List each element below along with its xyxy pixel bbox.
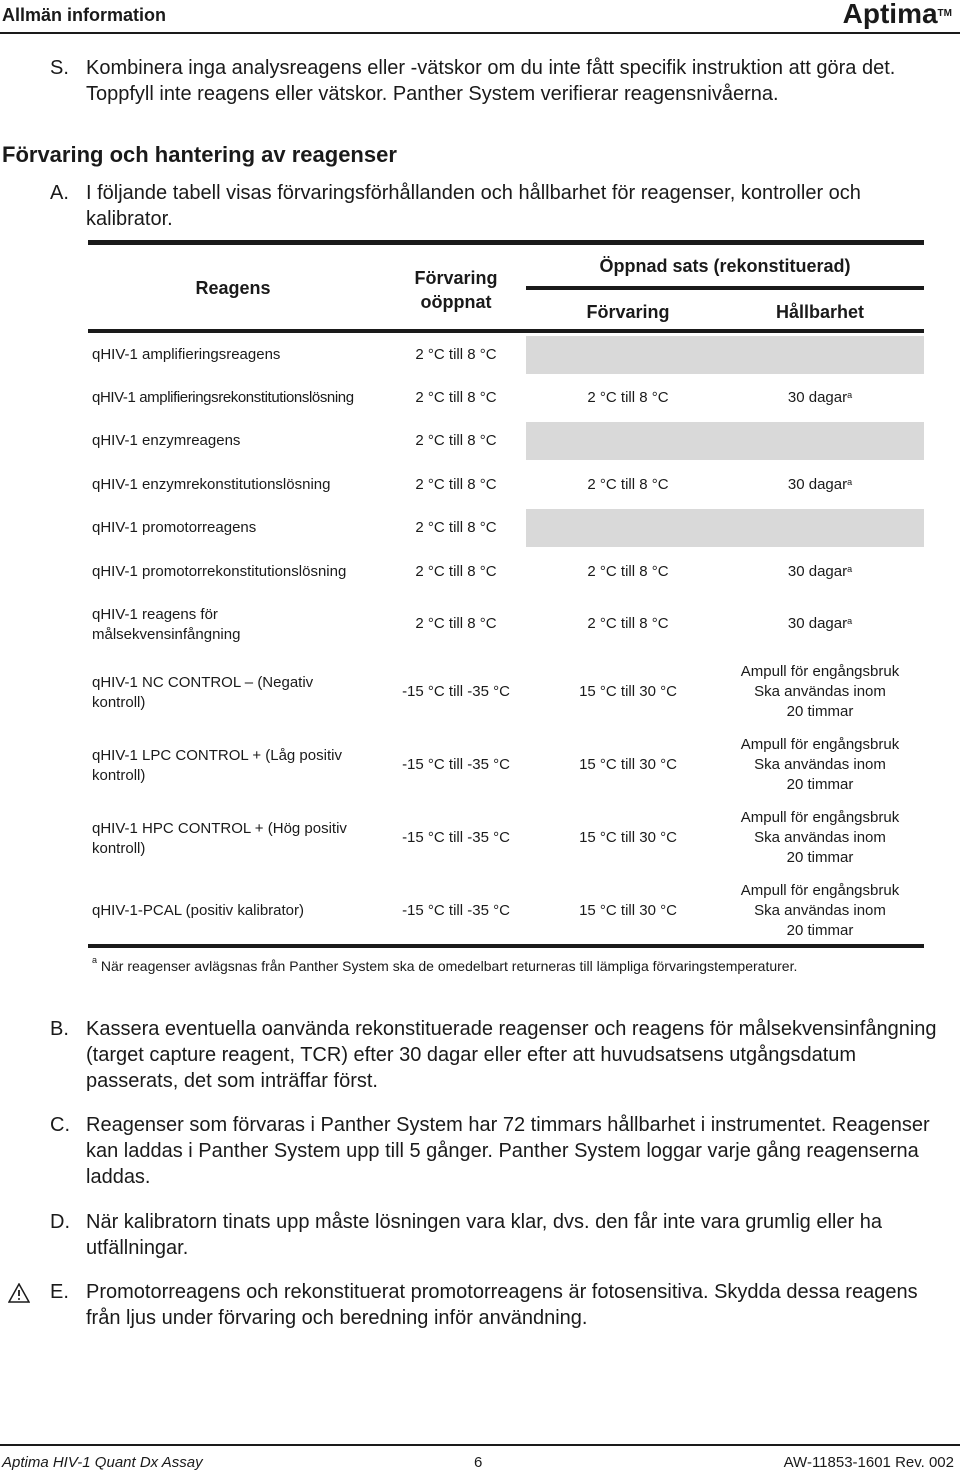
row-5-storage: 2 °C till 8 °C [415,519,497,536]
footnote-ref: a [847,616,853,626]
row-7-stability-value: 30 dagar [787,615,848,632]
row-6-reagent: qHIV-1 promotorrekonstitutionslösning [92,563,347,580]
row-9-stability-line1: Ampull för engångsbruk [740,736,900,753]
footnote-ref: a [847,477,853,487]
row-4-stability [720,475,920,495]
row-6-open-storage: 2 °C till 8 °C [587,563,669,580]
row-3-reagent: qHIV-1 enzymreagens [92,432,241,449]
footnote-mark: a [92,955,98,965]
row-9-stability [720,735,920,795]
row-7-reagent-line1: qHIV-1 reagens för [92,606,218,623]
row-10-stability-line3: 20 timmar [786,849,854,866]
row-11-stability [720,881,920,941]
row-10-storage: -15 °C till -35 °C [402,829,510,846]
footnote-ref: a [847,390,853,400]
document-number: AW-11853-1601 Rev. 002 [783,1454,954,1471]
brand-logo [843,0,952,30]
page-footer [0,1444,960,1476]
row-9-stability-line3: 20 timmar [786,776,854,793]
row-2-storage: 2 °C till 8 °C [415,389,497,406]
row-4-storage: 2 °C till 8 °C [415,476,497,493]
row-4-stability-value: 30 dagar [787,476,848,493]
table-top-rule [88,240,924,245]
row-11-open-storage: 15 °C till 30 °C [579,902,677,919]
header-storage-unopened-line2: oöppnat [420,292,492,312]
row-8-reagent [92,673,382,713]
row-2-stability-value: 30 dagar [787,389,848,406]
item-s-letter: S. [50,57,69,79]
row-6-stability-value: 30 dagar [787,563,848,580]
row-2-open-storage: 2 °C till 8 °C [587,389,669,406]
row-1-storage: 2 °C till 8 °C [415,346,497,363]
section-title: Förvaring och hantering av reagenser [2,142,397,167]
header-bottom-rule [88,329,924,333]
row-4-reagent: qHIV-1 enzymrekonstitutionslösning [92,476,331,493]
item-d-text: När kalibratorn tinats upp måste lösningen vara klar, dvs. den får inte vara grumlig eller ha utfällningar. [86,1211,882,1259]
row-10-stability-line1: Ampull för engångsbruk [740,809,900,826]
table-footnote [92,955,798,974]
row-11-reagent: qHIV-1-PCAL (positiv kalibrator) [92,902,305,919]
header-section-title: Allmän information [2,5,167,25]
row-11-stability-line3: 20 timmar [786,922,854,939]
row-10-stability [720,808,920,868]
row-10-stability-line2: Ska användas inom [754,829,886,846]
item-s-text: Kombinera inga analysreagens eller -vätskor om du inte fått specifik instruktion att göra det. Toppfyll inte reagens eller vätskor. Panther System verifierar reagensnivåerna. [86,57,896,105]
row-2-reagent: qHIV-1 amplifieringsrekonstitutionslösning [92,389,354,406]
row-8-stability-line1: Ampull för engångsbruk [740,663,900,680]
item-c-letter: C. [50,1114,70,1136]
row-9-reagent [92,746,382,786]
page-header [0,0,960,34]
row-5-reagent: qHIV-1 promotorreagens [92,519,257,536]
row-2-stability [720,388,920,408]
item-b-letter: B. [50,1018,69,1040]
header-storage-unopened [388,266,524,314]
item-a-letter: A. [50,182,69,204]
row-11-stability-line2: Ska användas inom [754,902,886,919]
row-10-reagent-line1: qHIV-1 HPC CONTROL + (Hög positiv [92,820,347,837]
na-cell [526,336,924,374]
row-8-stability [720,662,920,722]
row-9-stability-line2: Ska användas inom [754,756,886,773]
header-reagent: Reagens [195,278,271,298]
row-3-storage: 2 °C till 8 °C [415,432,497,449]
item-b-text: Kassera eventuella oanvända rekonstituerade reagenser och reagens för målsekvensinfångning (target capture reagent, TCR) efter 30 dagar eller efter att huvudsatsens utgångsdatum passerats, det som inträffar först. [86,1018,937,1092]
footnote-text: När reagenser avlägsnas från Panther System ska de omedelbart returneras till lämpliga förvaringstemperaturer. [100,958,798,974]
footnote-ref: a [847,564,853,574]
header-opened-group: Öppnad sats (rekonstituerad) [599,256,851,276]
row-7-reagent-line2: målsekvensinfångning [92,626,241,643]
brand-name: Aptima [842,0,938,29]
footer-title: Aptima HIV-1 Quant Dx Assay [2,1454,203,1471]
row-8-storage: -15 °C till -35 °C [402,683,510,700]
item-d-letter: D. [50,1211,70,1233]
row-8-stability-line2: Ska användas inom [754,683,886,700]
row-6-storage: 2 °C till 8 °C [415,563,497,580]
row-7-storage: 2 °C till 8 °C [415,615,497,632]
item-e-letter: E. [50,1281,69,1303]
row-4-open-storage: 2 °C till 8 °C [587,476,669,493]
row-11-storage: -15 °C till -35 °C [402,902,510,919]
row-8-reagent-line1: qHIV-1 NC CONTROL – (Negativ [92,674,314,691]
row-8-open-storage: 15 °C till 30 °C [579,683,677,700]
item-e-text: Promotorreagens och rekonstituerat promotorreagens är fotosensitiva. Skydda dessa reagens från ljus under förvaring och beredning inför användning. [86,1281,918,1329]
item-c-text: Reagenser som förvaras i Panther System har 72 timmars hållbarhet i instrumentet. Reagenser kan laddas i Panther System upp till 5 gånger. Panther System loggar varje gång reagenserna laddas. [86,1114,930,1188]
row-9-open-storage: 15 °C till 30 °C [579,756,677,773]
header-sub-rule [526,286,924,290]
row-9-storage: -15 °C till -35 °C [402,756,510,773]
row-7-reagent [92,605,382,645]
row-10-reagent [92,819,382,859]
row-9-reagent-line2: kontroll) [92,767,146,784]
trademark-mark: TM [937,8,952,19]
header-opened-stability: Hållbarhet [775,302,865,322]
row-9-reagent-line1: qHIV-1 LPC CONTROL + (Låg positiv [92,747,342,764]
row-10-open-storage: 15 °C till 30 °C [579,829,677,846]
row-6-stability [720,562,920,582]
header-storage-unopened-line1: Förvaring [414,268,498,288]
row-7-open-storage: 2 °C till 8 °C [587,615,669,632]
row-8-stability-line3: 20 timmar [786,703,854,720]
na-cell [526,509,924,547]
row-10-reagent-line2: kontroll) [92,840,146,857]
na-cell [526,422,924,460]
row-1-reagent: qHIV-1 amplifieringsreagens [92,346,281,363]
row-11-stability-line1: Ampull för engångsbruk [740,882,900,899]
page-number: 6 [474,1454,483,1471]
warning-icon [8,1283,30,1303]
item-a-text: I följande tabell visas förvaringsförhållanden och hållbarhet för reagenser, kontroller och kalibrator. [86,182,861,230]
header-opened-storage: Förvaring [586,302,670,322]
row-7-stability [720,614,920,634]
table-bottom-rule [88,944,924,948]
row-8-reagent-line2: kontroll) [92,694,146,711]
